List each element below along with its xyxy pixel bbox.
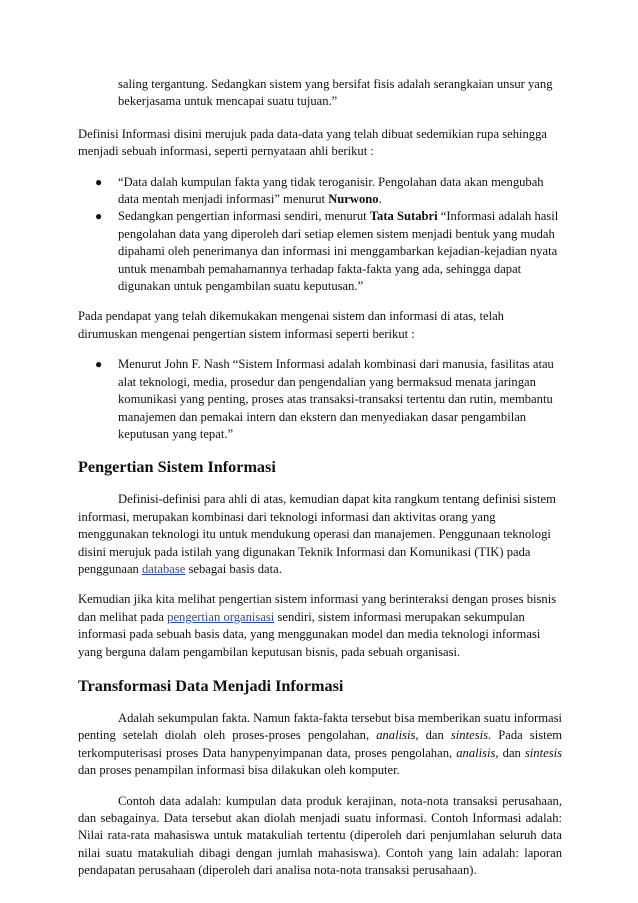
list-item — [78, 356, 562, 443]
section-heading: Transformasi Data Menjadi Informasi — [78, 676, 344, 695]
list-item — [78, 174, 562, 209]
section2-paragraph-2: Contoh data adalah: kumpulan data produk kerajinan, nota-nota transaksi perusahaan, dan sebagainya. Data tersebut akan diolah menjadi suatu informasi. Contoh Informasi adalah: Nilai rata-rata mahasiswa untuk matakuliah tertentu (diperoleh dari penjumlahan seluruh data nilai suatu matakuliah dibagi dengan jumlah mahasiswa). Contoh yang lain adalah: laporan pendapatan perusahaan (diperoleh dari analisa nota-nota transaksi perusahaan). — [78, 793, 562, 878]
bullet-text-end: “Informasi adalah hasil pengolahan data yang diperoleh dari setiap elemen sistem menjadi bentuk yang mudah dipahami oleh penerimanya dan informasi ini menggambarkan kejadian-kejadian nyata untuk menambah pemahamannya terhadap fakta-fakta yang ada, sehingga dapat digunakan untuk pengambilan suatu keputusan.” — [118, 209, 559, 294]
definition-bullet-list — [78, 174, 562, 296]
pengertian-organisasi-link[interactable]: pengertian organisasi — [167, 609, 275, 624]
bullet-text-end: . — [378, 192, 382, 207]
section2-paragraph-1: Adalah sekumpulan fakta. Namun fakta-fakta tersebut bisa memberikan suatu informasi penting setelah diolah oleh proses-proses pengolahan, analisis, dan sintesis. Pada sistem terkomputerisasi proses Data hanypenyimpanan data, proses pengolahan, analisis, dan sintesis dan proses penampilan informasi bisa dilakukan oleh komputer. — [78, 710, 562, 778]
section1-paragraph-2: Kemudian jika kita melihat pengertian sistem informasi yang berinteraksi dengan proses bisnis dan melihat pada pengertian organisasi sendiri, sistem informasi merupakan sekumpulan informasi pada sebuah basis data, yang menggunakan model dan media teknologi informasi yang berguna dalam pengambilan keputusan bisnis, pada sebuah organisasi. — [78, 592, 557, 659]
list-item — [78, 208, 562, 295]
bullet-icon: ● — [95, 209, 103, 224]
bullet-text: Menurut John F. Nash “Sistem Informasi adalah kombinasi dari manusia, fasilitas atau alat teknologi, media, prosedur dan pengendalian yang bermaksud menata jaringan komunikasi yang penting, proses atas transaksi-transaksi tertentu dan rutin, membantu manajemen dan pemakai intern dan ekstern dan menyediakan dasar pengambilan keputusan yang tepat.” — [118, 357, 554, 441]
document-page — [78, 76, 562, 893]
bullet-icon: ● — [95, 174, 103, 189]
nash-bullet-list — [78, 356, 562, 443]
bullet-text: Sedangkan pengertian informasi sendiri, menurut — [118, 209, 370, 224]
quote-paragraph: saling tergantung. Sedangkan sistem yang bersifat fisis adalah serangkaian unsur yang bekerjasama untuk mencapai suatu tujuan.” — [118, 77, 553, 109]
bullet-bold-name: Nurwono — [328, 192, 379, 207]
section1-paragraph-1: Definisi-definisi para ahli di atas, kemudian dapat kita rangkum tentang definisi sistem informasi, merupakan kombinasi dari teknologi informasi dan aktivitas orang yang menggunakan teknologi itu untuk mendukung operasi dan manajemen. Penggunaan teknologi disini merujuk pada istilah yang digunakan Teknik Informasi dan Komunikasi (TIK) pada penggunaan database sebagai basis data. — [78, 492, 556, 576]
database-link[interactable]: database — [142, 561, 186, 576]
bullet-text: “Data dalah kumpulan fakta yang tidak teroganisir. Pengolahan data akan mengubah data mentah menjadi informasi” menurut — [118, 174, 544, 207]
bullet-bold-name: Tata Sutabri — [369, 209, 438, 224]
intro-definisi-paragraph: Definisi Informasi disini merujuk pada data-data yang telah dibuat sedemikian rupa sehingga menjadi sebuah informasi, seperti pernyataan ahli berikut : — [78, 126, 547, 159]
intro-sistem-informasi-paragraph: Pada pendapat yang telah dikemukakan mengenai sistem dan informasi di atas, telah dirumuskan mengenai pengertian sistem informasi seperti berikut : — [78, 309, 504, 341]
bullet-icon: ● — [95, 357, 103, 372]
section-heading: Pengertian Sistem Informasi — [78, 458, 276, 477]
